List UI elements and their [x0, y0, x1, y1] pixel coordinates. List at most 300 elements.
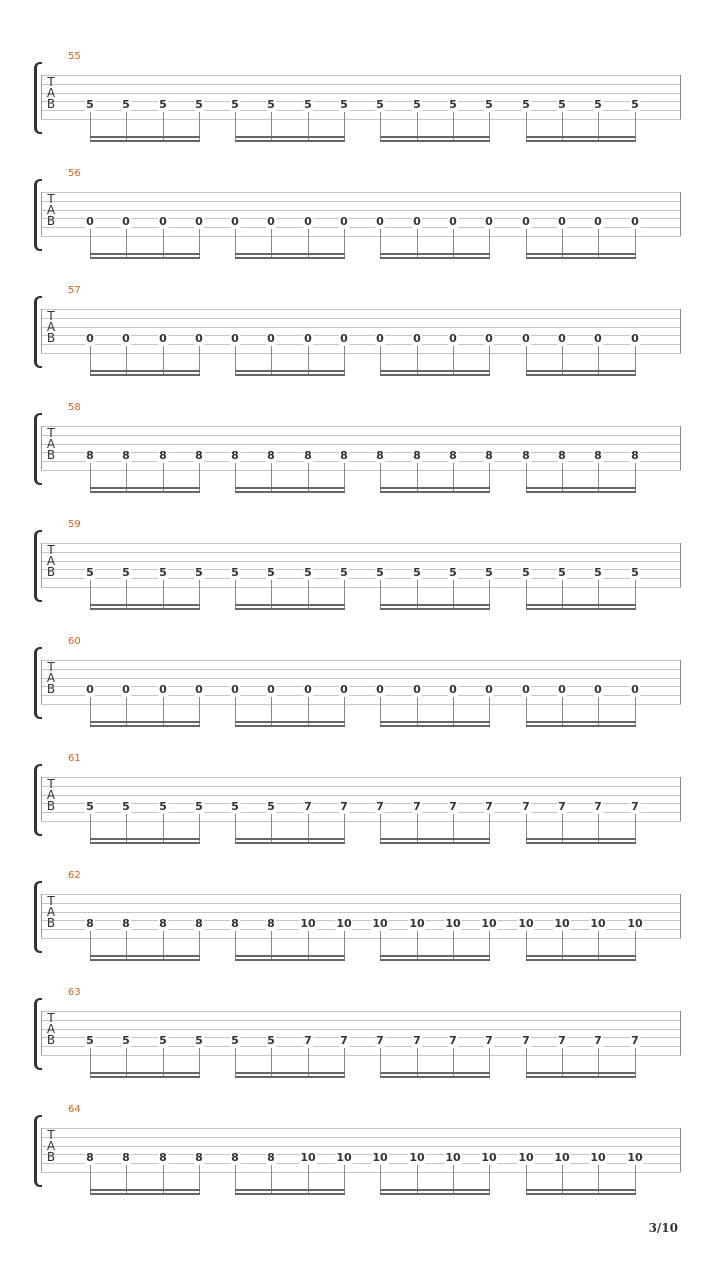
- fret-number: 0: [195, 215, 203, 228]
- fret-number: 7: [631, 1034, 639, 1047]
- sixteenth-beam: [380, 257, 490, 259]
- string-line: [41, 210, 681, 211]
- string-line: [41, 1055, 681, 1056]
- fret-number: 5: [376, 98, 384, 111]
- fret-number: 10: [627, 1151, 643, 1164]
- fret-number: 8: [159, 1151, 167, 1164]
- sixteenth-beam: [235, 257, 345, 259]
- tab-clef-letter: B: [46, 682, 56, 696]
- fret-number: 0: [267, 683, 275, 696]
- fret-number: 8: [304, 449, 312, 462]
- staff-system: [0, 51, 720, 177]
- fret-number: 5: [558, 566, 566, 579]
- fret-number: 0: [159, 683, 167, 696]
- string-line: [41, 101, 681, 102]
- fret-number: 10: [409, 1151, 425, 1164]
- fret-number: 5: [159, 566, 167, 579]
- tab-clef-letter: B: [46, 97, 56, 111]
- fret-number: 8: [195, 1151, 203, 1164]
- fret-number: 7: [449, 800, 457, 813]
- fret-number: 5: [558, 98, 566, 111]
- sixteenth-beam: [526, 370, 636, 372]
- fret-number: 8: [631, 449, 639, 462]
- fret-number: 7: [413, 800, 421, 813]
- barline-end: [680, 894, 681, 938]
- sixteenth-beam: [526, 838, 636, 840]
- string-line: [41, 561, 681, 562]
- sixteenth-beam: [380, 370, 490, 372]
- fret-number: 5: [267, 1034, 275, 1047]
- string-line: [41, 470, 681, 471]
- sixteenth-beam: [235, 721, 345, 723]
- barline-start: [41, 309, 42, 353]
- fret-number: 8: [267, 449, 275, 462]
- sixteenth-beam: [380, 959, 490, 961]
- tab-clef-letter: A: [46, 320, 56, 334]
- fret-number: 0: [594, 332, 602, 345]
- string-line: [41, 426, 681, 427]
- sixteenth-beam: [526, 959, 636, 961]
- string-line: [41, 452, 681, 453]
- fret-number: 7: [413, 1034, 421, 1047]
- sixteenth-beam: [526, 140, 636, 142]
- sixteenth-beam: [526, 1076, 636, 1078]
- fret-number: 5: [122, 566, 130, 579]
- sixteenth-beam: [526, 721, 636, 723]
- sixteenth-beam: [90, 721, 200, 723]
- string-line: [41, 1137, 681, 1138]
- measure-number: 57: [68, 285, 81, 296]
- string-line: [41, 812, 681, 813]
- string-line: [41, 1020, 681, 1021]
- tab-clef-letter: B: [46, 916, 56, 930]
- string-line: [41, 353, 681, 354]
- fret-number: 10: [627, 917, 643, 930]
- fret-number: 7: [376, 800, 384, 813]
- fret-number: 5: [267, 566, 275, 579]
- sixteenth-beam: [235, 491, 345, 493]
- sixteenth-beam: [90, 1193, 200, 1195]
- tab-clef-letter: A: [46, 788, 56, 802]
- sixteenth-beam: [235, 955, 345, 957]
- fret-number: 10: [590, 1151, 606, 1164]
- sixteenth-beam: [380, 842, 490, 844]
- fret-number: 5: [86, 1034, 94, 1047]
- fret-number: 0: [522, 215, 530, 228]
- fret-number: 0: [631, 683, 639, 696]
- staff-system: [0, 285, 720, 411]
- sixteenth-beam: [90, 725, 200, 727]
- fret-number: 5: [413, 98, 421, 111]
- fret-number: 5: [522, 566, 530, 579]
- sixteenth-beam: [90, 370, 200, 372]
- sixteenth-beam: [526, 487, 636, 489]
- tab-clef-letter: T: [47, 426, 55, 440]
- string-line: [41, 327, 681, 328]
- barline-end: [680, 75, 681, 119]
- sixteenth-beam: [90, 374, 200, 376]
- measure-number: 59: [68, 519, 81, 530]
- string-line: [41, 461, 681, 462]
- tab-clef-letter: A: [46, 671, 56, 685]
- fret-number: 10: [518, 1151, 534, 1164]
- sixteenth-beam: [90, 253, 200, 255]
- fret-number: 5: [231, 800, 239, 813]
- fret-number: 0: [485, 332, 493, 345]
- fret-number: 10: [481, 917, 497, 930]
- string-line: [41, 110, 681, 111]
- fret-number: 7: [304, 1034, 312, 1047]
- fret-number: 5: [122, 800, 130, 813]
- string-line: [41, 795, 681, 796]
- sixteenth-beam: [235, 1072, 345, 1074]
- tab-clef-letter: B: [46, 1150, 56, 1164]
- fret-number: 0: [304, 683, 312, 696]
- sixteenth-beam: [526, 1193, 636, 1195]
- string-line: [41, 929, 681, 930]
- fret-number: 5: [231, 98, 239, 111]
- fret-number: 0: [376, 683, 384, 696]
- fret-number: 8: [231, 917, 239, 930]
- string-line: [41, 803, 681, 804]
- fret-number: 7: [304, 800, 312, 813]
- fret-number: 0: [376, 332, 384, 345]
- barline-start: [41, 426, 42, 470]
- string-line: [41, 552, 681, 553]
- fret-number: 0: [340, 683, 348, 696]
- fret-number: 5: [485, 566, 493, 579]
- fret-number: 10: [481, 1151, 497, 1164]
- barline-start: [41, 192, 42, 236]
- fret-number: 5: [304, 566, 312, 579]
- fret-number: 0: [413, 215, 421, 228]
- fret-number: 0: [304, 332, 312, 345]
- fret-number: 5: [594, 98, 602, 111]
- fret-number: 8: [522, 449, 530, 462]
- fret-number: 0: [159, 332, 167, 345]
- string-line: [41, 1046, 681, 1047]
- fret-number: 0: [522, 683, 530, 696]
- string-line: [41, 569, 681, 570]
- fret-number: 8: [413, 449, 421, 462]
- sixteenth-beam: [90, 487, 200, 489]
- string-line: [41, 1172, 681, 1173]
- measure-number: 56: [68, 168, 81, 179]
- fret-number: 10: [554, 1151, 570, 1164]
- fret-number: 8: [159, 449, 167, 462]
- sixteenth-beam: [380, 1189, 490, 1191]
- fret-number: 0: [376, 215, 384, 228]
- sixteenth-beam: [380, 604, 490, 606]
- fret-number: 0: [340, 215, 348, 228]
- sixteenth-beam: [235, 959, 345, 961]
- tab-clef-letter: A: [46, 203, 56, 217]
- sixteenth-beam: [90, 604, 200, 606]
- tab-clef-letter: A: [46, 1022, 56, 1036]
- fret-number: 5: [485, 98, 493, 111]
- staff-system: [0, 519, 720, 645]
- fret-number: 8: [195, 449, 203, 462]
- sixteenth-beam: [235, 838, 345, 840]
- string-line: [41, 435, 681, 436]
- fret-number: 8: [159, 917, 167, 930]
- string-line: [41, 695, 681, 696]
- barline-end: [680, 777, 681, 821]
- fret-number: 10: [372, 917, 388, 930]
- sixteenth-beam: [380, 253, 490, 255]
- fret-number: 0: [522, 332, 530, 345]
- sixteenth-beam: [235, 140, 345, 142]
- fret-number: 7: [449, 1034, 457, 1047]
- staff-system: [0, 987, 720, 1113]
- fret-number: 7: [594, 800, 602, 813]
- sixteenth-beam: [90, 1076, 200, 1078]
- fret-number: 0: [631, 215, 639, 228]
- fret-number: 10: [372, 1151, 388, 1164]
- fret-number: 0: [231, 683, 239, 696]
- tab-clef-letter: T: [47, 894, 55, 908]
- fret-number: 10: [409, 917, 425, 930]
- string-line: [41, 686, 681, 687]
- string-line: [41, 236, 681, 237]
- fret-number: 0: [558, 215, 566, 228]
- fret-number: 8: [231, 1151, 239, 1164]
- fret-number: 7: [485, 1034, 493, 1047]
- fret-number: 8: [195, 917, 203, 930]
- string-line: [41, 903, 681, 904]
- tab-clef-letter: T: [47, 543, 55, 557]
- fret-number: 8: [449, 449, 457, 462]
- fret-number: 5: [304, 98, 312, 111]
- fret-number: 5: [86, 800, 94, 813]
- sixteenth-beam: [380, 487, 490, 489]
- fret-number: 5: [195, 566, 203, 579]
- fret-number: 5: [594, 566, 602, 579]
- fret-number: 7: [558, 800, 566, 813]
- fret-number: 10: [300, 1151, 316, 1164]
- fret-number: 5: [159, 1034, 167, 1047]
- barline-end: [680, 1128, 681, 1172]
- fret-number: 10: [445, 917, 461, 930]
- fret-number: 5: [195, 98, 203, 111]
- tab-clef-letter: T: [47, 660, 55, 674]
- fret-number: 5: [631, 566, 639, 579]
- sixteenth-beam: [526, 604, 636, 606]
- barline-end: [680, 660, 681, 704]
- string-line: [41, 669, 681, 670]
- fret-number: 0: [413, 332, 421, 345]
- string-line: [41, 227, 681, 228]
- fret-number: 8: [122, 1151, 130, 1164]
- sixteenth-beam: [90, 491, 200, 493]
- string-line: [41, 318, 681, 319]
- fret-number: 0: [594, 215, 602, 228]
- string-line: [41, 93, 681, 94]
- string-line: [41, 1037, 681, 1038]
- string-line: [41, 335, 681, 336]
- fret-number: 10: [300, 917, 316, 930]
- fret-number: 5: [86, 98, 94, 111]
- tab-clef-letter: T: [47, 75, 55, 89]
- fret-number: 5: [231, 1034, 239, 1047]
- sixteenth-beam: [235, 1189, 345, 1191]
- string-line: [41, 1146, 681, 1147]
- string-line: [41, 704, 681, 705]
- tab-clef-letter: B: [46, 1033, 56, 1047]
- staff-system: [0, 753, 720, 879]
- sixteenth-beam: [526, 1072, 636, 1074]
- string-line: [41, 786, 681, 787]
- tab-clef-letter: B: [46, 448, 56, 462]
- string-line: [41, 1154, 681, 1155]
- fret-number: 0: [340, 332, 348, 345]
- string-line: [41, 1011, 681, 1012]
- measure-number: 62: [68, 870, 81, 881]
- fret-number: 5: [195, 1034, 203, 1047]
- tab-clef-letter: T: [47, 1011, 55, 1025]
- sixteenth-beam: [90, 140, 200, 142]
- string-line: [41, 218, 681, 219]
- sixteenth-beam: [380, 1076, 490, 1078]
- sixteenth-beam: [380, 140, 490, 142]
- sixteenth-beam: [526, 955, 636, 957]
- fret-number: 0: [122, 683, 130, 696]
- fret-number: 7: [485, 800, 493, 813]
- sixteenth-beam: [526, 253, 636, 255]
- sixteenth-beam: [526, 491, 636, 493]
- fret-number: 5: [195, 800, 203, 813]
- fret-number: 5: [522, 98, 530, 111]
- tab-clef-letter: T: [47, 309, 55, 323]
- staff-system: [0, 1104, 720, 1230]
- fret-number: 0: [122, 332, 130, 345]
- string-line: [41, 75, 681, 76]
- measure-number: 60: [68, 636, 81, 647]
- fret-number: 0: [304, 215, 312, 228]
- tab-clef-letter: A: [46, 554, 56, 568]
- fret-number: 0: [449, 332, 457, 345]
- barline-start: [41, 777, 42, 821]
- fret-number: 0: [413, 683, 421, 696]
- sixteenth-beam: [235, 370, 345, 372]
- sixteenth-beam: [90, 842, 200, 844]
- tab-clef-letter: B: [46, 565, 56, 579]
- sixteenth-beam: [526, 1189, 636, 1191]
- tab-clef-letter: A: [46, 86, 56, 100]
- string-line: [41, 1128, 681, 1129]
- fret-number: 8: [376, 449, 384, 462]
- string-line: [41, 192, 681, 193]
- tab-clef-letter: B: [46, 214, 56, 228]
- fret-number: 5: [122, 98, 130, 111]
- fret-number: 0: [558, 332, 566, 345]
- fret-number: 5: [267, 98, 275, 111]
- tab-clef-letter: A: [46, 905, 56, 919]
- barline-start: [41, 1128, 42, 1172]
- sixteenth-beam: [235, 253, 345, 255]
- staff-system: [0, 402, 720, 528]
- string-line: [41, 678, 681, 679]
- fret-number: 10: [590, 917, 606, 930]
- barline-end: [680, 543, 681, 587]
- staff-system: [0, 636, 720, 762]
- fret-number: 0: [86, 683, 94, 696]
- fret-number: 5: [122, 1034, 130, 1047]
- string-line: [41, 1029, 681, 1030]
- string-line: [41, 587, 681, 588]
- sixteenth-beam: [380, 136, 490, 138]
- sixteenth-beam: [380, 1193, 490, 1195]
- fret-number: 10: [554, 917, 570, 930]
- fret-number: 0: [231, 332, 239, 345]
- fret-number: 5: [231, 566, 239, 579]
- fret-number: 8: [558, 449, 566, 462]
- measure-number: 58: [68, 402, 81, 413]
- fret-number: 0: [195, 332, 203, 345]
- sixteenth-beam: [380, 374, 490, 376]
- fret-number: 10: [336, 1151, 352, 1164]
- fret-number: 5: [340, 98, 348, 111]
- sixteenth-beam: [380, 608, 490, 610]
- sixteenth-beam: [235, 604, 345, 606]
- fret-number: 5: [340, 566, 348, 579]
- string-line: [41, 201, 681, 202]
- sixteenth-beam: [90, 136, 200, 138]
- fret-number: 7: [340, 800, 348, 813]
- staff-system: [0, 168, 720, 294]
- sixteenth-beam: [526, 136, 636, 138]
- fret-number: 0: [449, 215, 457, 228]
- sixteenth-beam: [235, 608, 345, 610]
- fret-number: 5: [376, 566, 384, 579]
- sixteenth-beam: [235, 725, 345, 727]
- tab-clef-letter: T: [47, 1128, 55, 1142]
- fret-number: 10: [518, 917, 534, 930]
- fret-number: 0: [195, 683, 203, 696]
- fret-number: 5: [449, 566, 457, 579]
- sixteenth-beam: [380, 491, 490, 493]
- fret-number: 0: [485, 215, 493, 228]
- sixteenth-beam: [90, 1189, 200, 1191]
- staff-system: [0, 870, 720, 996]
- fret-number: 0: [86, 332, 94, 345]
- fret-number: 5: [449, 98, 457, 111]
- string-line: [41, 821, 681, 822]
- fret-number: 0: [558, 683, 566, 696]
- string-line: [41, 894, 681, 895]
- tab-clef-letter: A: [46, 1139, 56, 1153]
- sixteenth-beam: [380, 1072, 490, 1074]
- sixteenth-beam: [380, 725, 490, 727]
- fret-number: 7: [558, 1034, 566, 1047]
- fret-number: 8: [122, 449, 130, 462]
- sixteenth-beam: [90, 257, 200, 259]
- fret-number: 8: [122, 917, 130, 930]
- fret-number: 0: [86, 215, 94, 228]
- fret-number: 5: [86, 566, 94, 579]
- fret-number: 7: [522, 800, 530, 813]
- sixteenth-beam: [380, 721, 490, 723]
- sixteenth-beam: [235, 136, 345, 138]
- fret-number: 7: [631, 800, 639, 813]
- sixteenth-beam: [380, 955, 490, 957]
- string-line: [41, 777, 681, 778]
- string-line: [41, 578, 681, 579]
- fret-number: 10: [336, 917, 352, 930]
- sixteenth-beam: [235, 1076, 345, 1078]
- fret-number: 0: [449, 683, 457, 696]
- page-number: 3/10: [648, 1221, 678, 1235]
